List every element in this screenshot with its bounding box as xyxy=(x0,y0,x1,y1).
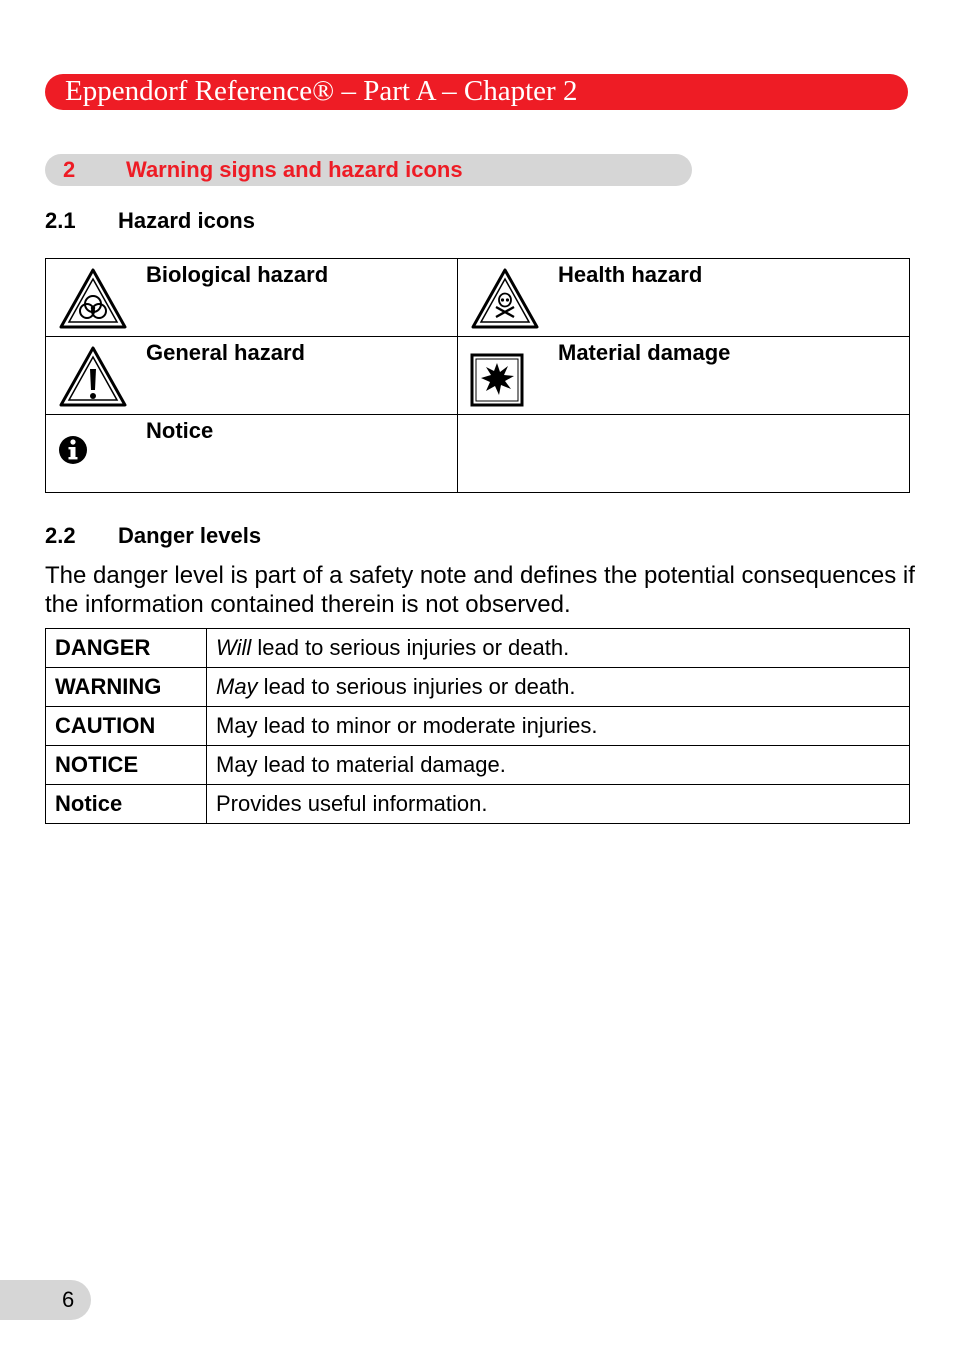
hazard-label: Notice xyxy=(146,418,214,443)
subsection-heading-danger-levels xyxy=(45,523,261,549)
subsection-heading-hazard-icons xyxy=(45,208,255,234)
intro-paragraph: The danger level is part of a safety note and defines the potential consequences if the information contained therein is not observed. xyxy=(45,562,915,618)
section-heading-bar xyxy=(45,154,692,186)
hazard-icons-table xyxy=(45,258,910,493)
hazard-cell xyxy=(46,337,458,415)
table-row xyxy=(46,707,910,746)
level-name: NOTICE xyxy=(46,746,207,785)
hazard-cell xyxy=(46,259,458,337)
chapter-header-bar xyxy=(45,74,908,110)
table-row xyxy=(46,629,910,668)
material-damage-icon xyxy=(470,345,540,409)
subsection-number: 2.2 xyxy=(45,523,76,548)
level-text: lead to serious injuries or death. xyxy=(251,635,570,660)
level-text: Provides useful information. xyxy=(216,791,488,816)
level-name: Notice xyxy=(46,785,207,824)
hazard-cell xyxy=(458,259,910,337)
level-description xyxy=(207,785,910,824)
exclamation-warning-icon xyxy=(58,345,128,409)
level-description xyxy=(207,668,910,707)
level-name: WARNING xyxy=(46,668,207,707)
level-description xyxy=(207,707,910,746)
level-name: CAUTION xyxy=(46,707,207,746)
hazard-label: Material damage xyxy=(558,340,731,365)
chapter-title: Eppendorf Reference® – Part A – Chapter 2 xyxy=(65,75,578,107)
subsection-title: Hazard icons xyxy=(118,208,255,233)
level-emphasis: May xyxy=(216,674,258,699)
page-number: 6 xyxy=(62,1287,75,1312)
danger-levels-table xyxy=(45,628,910,824)
level-description xyxy=(207,746,910,785)
hazard-cell xyxy=(458,337,910,415)
level-emphasis: Will xyxy=(216,635,252,660)
table-row xyxy=(46,785,910,824)
level-text: May lead to material damage. xyxy=(216,752,506,777)
subsection-number: 2.1 xyxy=(45,208,76,233)
table-row xyxy=(46,668,910,707)
hazard-label: Biological hazard xyxy=(146,262,329,287)
empty-cell xyxy=(458,415,910,493)
section-number: 2 xyxy=(63,157,76,182)
level-text: May lead to minor or moderate injuries. xyxy=(216,713,598,738)
level-text: lead to serious injuries or death. xyxy=(257,674,576,699)
hazard-cell xyxy=(46,415,458,493)
section-title: Warning signs and hazard icons xyxy=(126,157,463,182)
level-description xyxy=(207,629,910,668)
info-icon xyxy=(58,423,128,487)
hazard-label: General hazard xyxy=(146,340,305,365)
page-number-badge xyxy=(0,1280,91,1320)
subsection-title: Danger levels xyxy=(118,523,262,548)
table-row xyxy=(46,746,910,785)
skull-crossbones-icon xyxy=(470,267,540,331)
hazard-label: Health hazard xyxy=(558,262,703,287)
biohazard-icon xyxy=(58,267,128,331)
level-name: DANGER xyxy=(46,629,207,668)
